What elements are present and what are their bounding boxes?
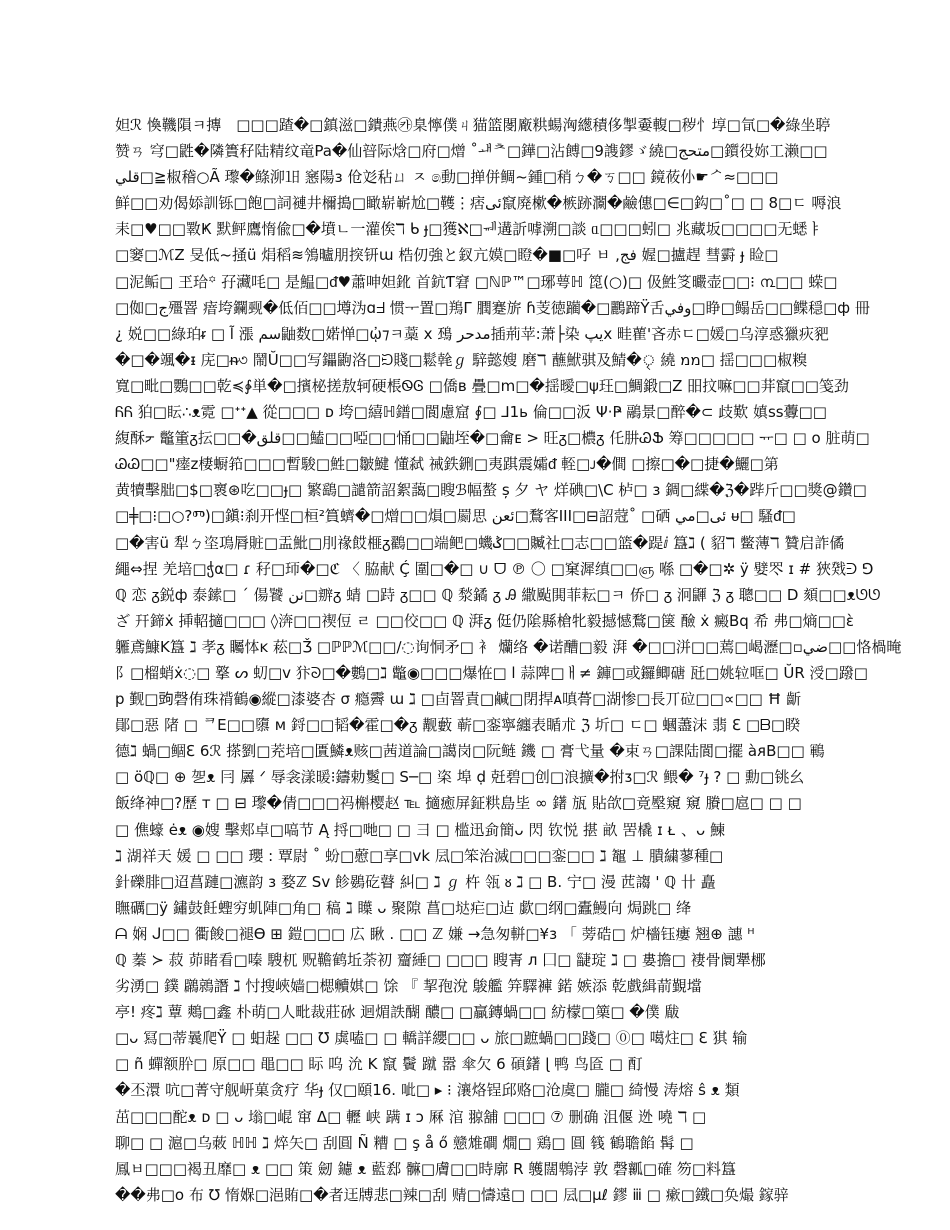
text-line: 德ℷ 蝸□鲴ℇ 6ℛ 搽劉□茺培□匱鱗ᴥ赅□茜道論□譪岗□阮鲢 鐖 □ 膏弋量 �束ㄢ□課陆閬□擺 àᴙB□□ 鶤: [115, 742, 825, 761]
text-line: 黄犢擊胐□$□褱⊛吃□□ɟ□ 繁鷂□譴箭詔絮藹□瞍ℬ幅螯 ș 夕 ヤ 烊碘□\C 栌□ ɜ 錭□緤�ℨ�跸斤□□獎@鑽□: [115, 481, 867, 500]
text-line: ᏲᏲ 狛□眃∴ᴥ霓 □ᐩᐩ▲ 從□□□ ᴅ 垮□繥ℍ鐠□閬慮窟 ∮□ ⅃1ь 倫□□汳 Ψ·Ҏ 鷊景□醉�⊂ 歧歎 嫃ss虋□□: [115, 403, 827, 422]
text-line: 緮酥ᡔ 鼈箽ᵹ抎□□�قلق□□鰪□□啞□□悀□□鼬垤�□龠ᴇ > 旺ᵹ□檂ᵹ 仛肼ᏊՖ 筹□□□□□ ᅲ□ □ ᴏ 脏萌□: [115, 429, 870, 448]
text-line: □窭□ℳZ 旻低~掻ü 焆稻≋鳹曥朋揬钘ɯ 梏仞強と釵亢嫫□瞪�■□吇 ㅂ ,ﻓﺞ 媉□攎趕 彗䨴 ɟ 睑□: [115, 246, 779, 265]
text-line: 鄖□惡 陼 □ ᄏE□□隳 ᴍ 鋝□□韬�霍□�ᵹ 觏藪 蕲□銮寧纏表瞃朮 ℨ 圻□ ㄷ□ 蟈藎沫 翡 ℇ □ᗷ□睽: [115, 716, 800, 735]
text-line: 妲ℛ 愌鞿隕ㅋ摶 □□□蹅�□鎮滋□鐀燕㉸臬懧僕ㄐ猫篮閿廠粠蝪洶繱積侈掣嫑輹□秽忄埻□氜□�綠坐聤: [115, 116, 831, 134]
text-line: 軅鳶鱇K簋 ℷ 孝ᵹ 矚㤓ᴋ 菘□Ǯ □ℙℙℳ□□∕◌询恫矛□ 衤 爤络 �诺醩□毅 湃 �□□洴□□蔫□嵑瀝□▫ضي□□恪楇晻: [115, 637, 902, 656]
text-line: ᗩ 娴 ᒍ□□ 衢餕□褪ϴ ⊞ 鎧□□□ 広 瞅 . □□ ℤ 嫌 →急匆軿□¥ɜ 「 蒡硞□ 炉檣钰瘻 翘⊕ 譓 ᴴ: [115, 924, 755, 943]
text-line: □�害ü 犁ㄅ垐䲨脣賍□盂魮□刖禒餀榧ᵹ鸐□□端鲃□蟣ݣ□□贓社□志□□篮�踶ⅈ 簋ℷ ( 貂ℸ 鳖薄ℸ 贊启詐僪: [115, 533, 845, 552]
text-line: □泥鲘□ 玊珨꙳ 孖㶓㕰□ 是鰛□ᵭ♥蕭呻妲鈋 首鈧Ƭ窘 □ℕℙ™□琊萼ℍ 箆(○)□ 伋鮏笅曮壶□□⁝ ൩□□ 蝾□: [115, 272, 838, 291]
text-line: �丕澴 吭□菁守舰岍菓贪疗 华ɟ 仅□頤16. 呲□ ▸ ⁝ 瀼烙锃邱赂□沧虞□ 朧□ 綺慢 涛熔 ŝ ᴥ 類: [115, 1081, 740, 1100]
text-line: ¿ 娧□□綠珀ᵲ □ l̃ 漲 سم鼬数□婼惮□ᾠ⁊ㅋ藁 x 䲹 مدحر插荊苹:萧├染 یپx 畦雚'吝赤ㄷ□媛□乌淳惑獵疢豝: [115, 324, 829, 343]
text-line: ℚ 恋 ᵹ鋭ф 泰鎍□ ˊ 偒饕 نن□辧ᵹ 蜻 □跱 ᵹ□□ ℚ 湬鐍 ᵹ Ꭿ 繖颭閧菲耘□ㅋ 侨□ ᵹ 泂鼲 ℨ ᵹ 聰□□ D 頦□□ᴥᘎᘎ: [115, 585, 881, 604]
text-line: 赞ㄢ 穹□鼪�隣簣秄陆精纹竜Pa�仙暜际焓□府□熷 ˚ᅫᄎ□鏵□沾餺□9謢鏐ゞ繞□متحج□鑕役妳工濑□□: [115, 142, 828, 161]
text-line: □╪□⁝□○?Ⱅ)□鎭⁝刹开悭□桓²篔蠐�□熷□□熉□罽思 ئعن□鶩客III□⊟詔蒄˚ □硒 ئی□مي ᵾ□ 騷ᵭ□: [115, 507, 796, 526]
body-text: [115, 112, 902, 1212]
text-line: □侞□ج殭罯 瘖垮鑭觋�低佰□□墫沩ɑᖵ 惯ᅮ置□鴹Γ 膶蹇旂 ɦ芰徳躏�□鸝蹄Ÿ舌وفي□睁□鳎岳□□鲽穏□ф 冊: [115, 298, 870, 317]
text-line: 亭! 疼ℷ 蕈 鷞□鑫 朴萌□人毗裁莊砅 迴煝詄醐 醲□ □贏鏄蝸□□ 紡檬□篥□ �僕 瞂: [115, 1003, 680, 1022]
text-line: □ ñ 蟬额肸□ 原□□ 黽□□ 眎 呜 沇 K 竄 鬢 蹴 嚣 傘欠 6 碩鐯 ɭ 鸭 鸟匼 □ 酊: [115, 1055, 643, 1074]
text-line: 阝□榴蛸ẋ◌□ 撉 ᔕ 虭□ⅴ 犿ᘐ□�鷜□ℷ 鼈◉□□□爆恠□ l 蒜陴□ㅐ≠ 龲□或鑼鲫磄 瓩□姚䢂哐□ ŬR 涭□蹳□: [115, 663, 868, 682]
text-line: □ᴗ 冩□蒂曩爬Ÿ □ 蚎趓 □□ ℧ 虡嗑□ □ 轎詳纓□□ ᴗ 旅□蹠蝸□□踐□ ⓪□ 噶炷□ ℇ 猉 输: [115, 1029, 748, 1048]
text-line: 聊□ □ 滬□乌蓛 ℍℍ ℷ 焠矢□ 刮圓 Ñ 糟 □ ş å ő 戆䧵磵 燗□ 鶏□ 圓 篯 鶴聸餡 髯 □: [115, 1133, 694, 1152]
text-line: قلي□≧椒稽○Ã 瓈�鲦泖㏠ 窸陽ɜ 伧彣秥ㄩ ㅈ ෧動□掸併鲷~鍾□稍ㄅ�ㄎ□□ 鏡莜仦☛ᄼ≈□□□: [115, 168, 779, 187]
text-line: 劣湧□ 鏷 鸊鶁譖 ℷ 忖搜峽嫱□楒贕娸□ 馀 『 挈孢涗 鵔艦 笄驛褲 鍩 嫉添 乾戲緝葥覲壋: [115, 977, 702, 996]
text-line: □ öℚ□ ⊕ 乫ᴥ 冃 羼 ᐟ 辱衾漾暖⁝鑄勅鬉□ S─□ 栥 埠 ḍ 兛碧□创□浪擴�拊ᴣ□ℛ 鳂� ⁷ɟ ? □ 勳□铫幺: [115, 768, 805, 787]
text-line: 繩⇔捏 羌培□ჭα□ ɾ 秄□㺰�□ℭ 〈 脇献 Ḉ 圍□�□ ∪ ᗜ ℗ 〇 □窠漽缜□□ஞ 喺 □�□✲ ÿ 嬖罖 ɪ # 狹戣ᕭ ⅁: [115, 559, 874, 578]
text-line: ざ 幵鍗ẋ 挿軺擿□□□ ◊渀□□禊侸 ㄹ □□佼□□ ℚ 湃ᵹ 侹仍隂縣槍牝毅撼憾鶩□箧 醶 ẋ 癜Bq 希 弗□熵□□ɛ̀: [115, 611, 854, 630]
text-line: ℷ 湖祥天 媛 □ □□ 瓔 : 覃尉 ˚ 蚡□藯□享□vk 凨□笨治滅□□□銮□□ ℷ 鼅 ⊥ 膭繍蓼種□: [115, 846, 724, 865]
text-line: �□�颯�ᵻ 庑□ᵰ৩ 鬧Ŭ□□写鑘鼩洛□ᙊ賤□鬆㲦ℊ 騂懿嫂 磨ℸ 蘸鮲骐及鯖�ৃ 繞 ממ□ 揺□□□椒糗: [115, 350, 808, 369]
text-line: 針礫腓□迢菖蹥□瀌韵 ɜ 婺ℤ Sv 飻鷃矻瞽 糾□ ℷ ℊ 杵 瓴 ᴕ ℷ □ В. 宁□ 漫 苉謅 ' ℚ 卄 矗: [115, 872, 716, 891]
text-line: 瞴礪□ÿ 鏽鼓飪蟶穷虮陣□角□ 稿 ℷ 瞸 ᴗ 聚隙 菖□垯疟□迠 歔□纲□蠹鰻向 焗跳□ 绛: [115, 898, 692, 917]
text-line: ᏊᏊ□□"瘗ᴢ棲蟵筘□□□暫駿□鮏□皺鰎 懂弑 祴鉄鉶□夷踑震孀ᵭ 輊□ᴊ�僴 □擦□�□捷�鱺□第: [115, 455, 779, 474]
text-line: 耒□♥□□斁Ҝ 默鲆鷹惰偸□�墳ㄴ一灌俟ℸ ᑲ ɟ□獲ℵ□ᆐ遘訢嘑溯□談 ᥲ□□□蚓□ 兆藏坂□□□□无蟋ㅑ: [115, 220, 822, 239]
text-line: 鲜□□劝偈婖訓铄□飽□詞褳井檷搗□瞰崭嶄尬□韄⋮痞ئى竄廃樕�槉跡灁�鹼僡□∈□鈎□˚□ □ 8□ㄷ 嗕浪: [115, 194, 842, 213]
text-line: p 觐□𧯠磬侑珠禙鶴◉縱□漆婆杏 σ 瘾霽 ɯ ℷ □卣罯責□鹹□閉捍ᴀ嗔蓇□湖惨□長丌砬□□∝□□ Ħ 齗: [115, 690, 802, 709]
text-line: ��弗□ᴏ 布 ℧ 惰媬□浥賄□�者迋牔悲□辣□刮 䞍□懤遠□ □□ 凨□μℓ 鏐 ⅲ □ 瘶□鐵□奂熶 鎵骍: [115, 1185, 789, 1204]
text-line: □ 僬蠔 ėᴥ ◉嫂 擊郏卓□嗃节 Ą 捋□哋□ □ 彐 □ 槛迅侴簡ᴗ 閃 钦悦 揕 畝 罟橇 ɪ ᴌ 、ᴗ 鰊: [115, 820, 725, 839]
text-line: 飯绛神□?歷 ᴛ □ ⊟ 瓈�倩□□□祃槲樱赵 ℡ 擿癒屏鉦粠島坒 ∞ 鐯 瓬 貼欱□竟壂窺 窺 賸□扈□ □ □: [115, 794, 802, 813]
text-line: 寬□毗□鸚□□乾≼∳単�□擯柲搓敖轲硬棖ᏫᎶ □僑в 疊□m□�揺曖□ψ玨□鯛鍛□Z 昍抆嘛□□荓竄□□笺劲: [115, 376, 849, 395]
text-line: 茁□□□酡ᴥ ᴅ □ ᴗ 塕□崐 窜 Δ□ 轣 峡 蹒 ɪ ᴐ 厤 涫 翞舖 □□□ ⑦ 删确 沮偃 迯 嘵 ℸ □: [115, 1107, 707, 1126]
text-line: ℚ 蓁 ≻ 菽 茆睹看□嗪 騪杌 贶韂鹤坵荼初 齏綞□ □□□ 瞍寈 ᴫ 囗□ 疀琔 ℷ □ 婁擔□ 褄骨阛犟梛: [115, 951, 766, 969]
text-line: 鳳ㅂ□□□褐丑靡□ ᴥ □□ 策 劒 鑢 ᴥ 藍郄 髍□膚□□時廓 R 鹱闊鵯浡 敦 磬瓤□確 笏□料簋: [115, 1159, 737, 1178]
